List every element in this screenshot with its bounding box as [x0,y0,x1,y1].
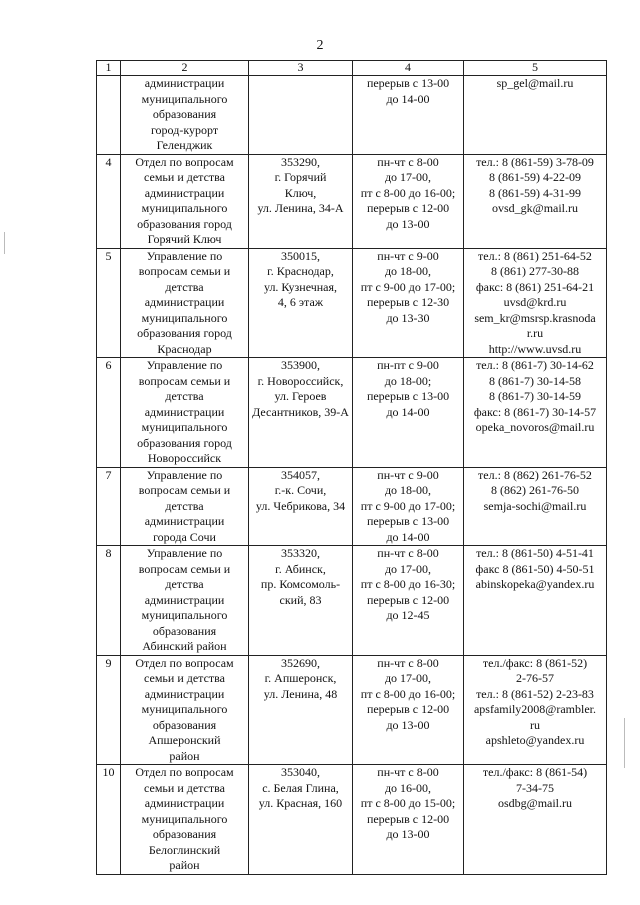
header-cell-2: 2 [121,61,249,76]
row-number-cell [97,76,121,155]
working-hours-cell: пн-пт с 9-00 до 18-00; перерыв с 13-00 до 14-00 [353,358,464,468]
header-cell-4: 4 [353,61,464,76]
contacts-cell: тел.: 8 (861-50) 4-51-41 факс 8 (861-50) 4-50-51 abinskopeka@yandex.ru [464,546,607,656]
working-hours-cell: пн-чт с 8-00 до 17-00, пт с 8-00 до 16-00; перерыв с 12-00 до 13-00 [353,655,464,765]
scan-margin-mark-left [4,232,5,254]
contacts-cell: тел./факс: 8 (861-52) 2-76-57 тел.: 8 (861-52) 2-23-83 apsfamily2008@rambler. ru apshleto@yandex.ru [464,655,607,765]
header-row [97,61,607,76]
address-cell: 353290, г. Горячий Ключ, ул. Ленина, 34-А [249,154,353,248]
table-row [97,358,607,468]
department-name-cell: Отдел по вопросам семьи и детства администрации муниципального образования Апшеронский район [121,655,249,765]
table-row [97,655,607,765]
working-hours-cell: пн-чт с 9-00 до 18-00, пт с 9-00 до 17-00; перерыв с 12-30 до 13-30 [353,248,464,358]
contacts-cell: тел./факс: 8 (861-54) 7-34-75 osdbg@mail.ru [464,765,607,875]
address-cell: 353040, с. Белая Глина, ул. Красная, 160 [249,765,353,875]
working-hours-cell: пн-чт с 9-00 до 18-00, пт с 9-00 до 17-00; перерыв с 13-00 до 14-00 [353,467,464,546]
department-name-cell: Управление по вопросам семьи и детства администрации муниципального образования Абинский район [121,546,249,656]
address-cell: 350015, г. Краснодар, ул. Кузнечная, 4, 6 этаж [249,248,353,358]
table-row [97,248,607,358]
row-number-cell: 5 [97,248,121,358]
working-hours-cell: пн-чт с 8-00 до 17-00, пт с 8-00 до 16-00; перерыв с 12-00 до 13-00 [353,154,464,248]
table-row [97,765,607,875]
working-hours-cell: перерыв с 13-00 до 14-00 [353,76,464,155]
contacts-cell: тел.: 8 (861) 251-64-52 8 (861) 277-30-88 факс: 8 (861) 251-64-21 uvsd@krd.ru sem_kr@msrsp.krasnoda r.ru http://www.uvsd.ru [464,248,607,358]
row-number-cell: 7 [97,467,121,546]
table-row [97,546,607,656]
department-name-cell: Управление по вопросам семьи и детства администрации города Сочи [121,467,249,546]
scan-margin-mark-right [624,718,625,768]
address-cell: 354057, г.-к. Сочи, ул. Чебрикова, 34 [249,467,353,546]
departments-table [96,60,607,875]
department-name-cell: Отдел по вопросам семьи и детства администрации муниципального образования Белоглинский район [121,765,249,875]
row-number-cell: 4 [97,154,121,248]
row-number-cell: 9 [97,655,121,765]
department-name-cell: Управление по вопросам семьи и детства администрации муниципального образования город Краснодар [121,248,249,358]
department-name-cell: Отдел по вопросам семьи и детства администрации муниципального образования город Горячий Ключ [121,154,249,248]
row-number-cell: 6 [97,358,121,468]
contacts-cell: тел.: 8 (861-59) 3-78-09 8 (861-59) 4-22-09 8 (861-59) 4-31-99 ovsd_gk@mail.ru [464,154,607,248]
contacts-cell: тел.: 8 (861-7) 30-14-62 8 (861-7) 30-14-58 8 (861-7) 30-14-59 факс: 8 (861-7) 30-14-57 opeka_novoros@mail.ru [464,358,607,468]
department-name-cell: Управление по вопросам семьи и детства администрации муниципального образования город Новороссийск [121,358,249,468]
contacts-cell: sp_gel@mail.ru [464,76,607,155]
table-row [97,76,607,155]
header-cell-5: 5 [464,61,607,76]
table-row [97,467,607,546]
address-cell [249,76,353,155]
address-cell: 353320, г. Абинск, пр. Комсомоль- ский, 83 [249,546,353,656]
table-row [97,154,607,248]
working-hours-cell: пн-чт с 8-00 до 17-00, пт с 8-00 до 16-30; перерыв с 12-00 до 12-45 [353,546,464,656]
address-cell: 352690, г. Апшеронск, ул. Ленина, 48 [249,655,353,765]
page-number: 2 [316,38,324,53]
contacts-cell: тел.: 8 (862) 261-76-52 8 (862) 261-76-50 semja-sochi@mail.ru [464,467,607,546]
address-cell: 353900, г. Новороссийск, ул. Героев Десантников, 39-А [249,358,353,468]
working-hours-cell: пн-чт с 8-00 до 16-00, пт с 8-00 до 15-00; перерыв с 12-00 до 13-00 [353,765,464,875]
department-name-cell: администрации муниципального образования город-курорт Геленджик [121,76,249,155]
row-number-cell: 10 [97,765,121,875]
row-number-cell: 8 [97,546,121,656]
header-cell-3: 3 [249,61,353,76]
header-cell-1: 1 [97,61,121,76]
